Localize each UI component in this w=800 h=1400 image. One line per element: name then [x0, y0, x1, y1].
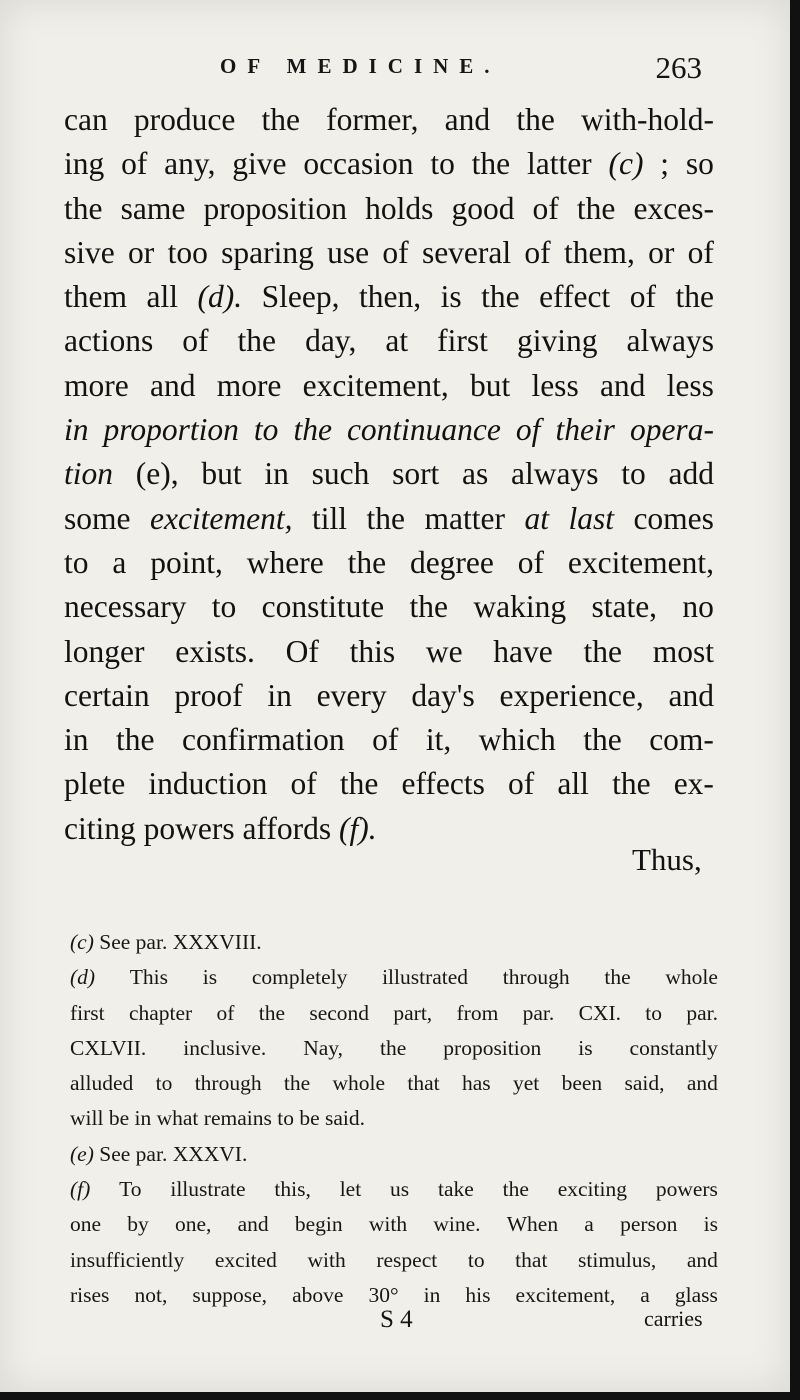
footnote-line: [70, 1066, 718, 1101]
word: matter: [424, 500, 505, 536]
word: in: [264, 456, 289, 492]
word: till: [312, 500, 348, 536]
word: of: [532, 190, 559, 226]
word: add: [668, 456, 714, 492]
word: and: [668, 677, 714, 713]
word: above: [292, 1282, 344, 1307]
word: of: [121, 146, 148, 182]
word: said.: [325, 1106, 366, 1131]
word: ing: [64, 146, 105, 182]
word: too: [167, 234, 208, 270]
word: any,: [164, 146, 216, 182]
word: Nay,: [303, 1035, 344, 1060]
word: (d).: [197, 279, 243, 315]
word: to: [277, 1106, 294, 1131]
word: so: [685, 146, 714, 182]
word: point,: [150, 544, 223, 580]
word: them: [64, 279, 127, 315]
word: last: [568, 500, 614, 536]
word: sort: [392, 456, 440, 492]
word: inclusive.: [183, 1035, 267, 1060]
word: a: [112, 544, 127, 580]
text-line: [64, 630, 714, 674]
word: XXXVI.: [172, 1141, 248, 1166]
word: the: [576, 190, 616, 226]
word: (f).: [339, 810, 377, 846]
word: every: [316, 677, 387, 713]
word: (c): [608, 146, 644, 182]
word: said,: [624, 1071, 665, 1096]
word: through: [502, 965, 570, 990]
word: at: [524, 500, 549, 536]
word: his: [465, 1282, 491, 1307]
word: holds: [365, 190, 434, 226]
word: rises: [70, 1282, 110, 1307]
page-edge-shadow: [0, 1392, 800, 1400]
page-number: 263: [655, 50, 702, 85]
word: day's: [411, 677, 475, 713]
text-line: [64, 364, 714, 408]
word: more: [216, 367, 282, 403]
word: com-: [649, 722, 714, 758]
text-line: [64, 541, 714, 585]
word: affords: [242, 810, 332, 846]
word: has: [461, 1071, 491, 1096]
word: to: [211, 589, 237, 625]
word: and: [444, 102, 491, 137]
word: the: [481, 279, 520, 315]
word: use: [327, 234, 370, 270]
word: To: [119, 1177, 142, 1202]
word: excitement,: [515, 1282, 616, 1307]
word: be: [108, 1106, 130, 1131]
word: have: [493, 633, 553, 669]
word: excitement,: [149, 500, 293, 536]
word: to: [430, 146, 455, 182]
word: (e): [70, 1141, 94, 1166]
word: stimulus,: [578, 1247, 657, 1272]
word: whole: [332, 1071, 386, 1096]
footnote-line: [70, 1243, 718, 1278]
word: of: [687, 234, 714, 270]
text-line: [64, 762, 714, 806]
word: this,: [274, 1177, 311, 1202]
word: sive: [64, 234, 115, 270]
word: this: [349, 633, 396, 669]
word: proof: [174, 677, 243, 713]
word: Sleep,: [261, 279, 340, 315]
word: the: [612, 766, 651, 802]
catchword-main: Thus,: [632, 842, 702, 877]
word: effects: [401, 766, 485, 802]
word: part,: [393, 1000, 433, 1025]
word: longer: [64, 633, 145, 669]
word: to: [467, 1247, 485, 1272]
word: with-hold-: [580, 102, 714, 137]
word: of: [372, 722, 399, 758]
word: powers: [143, 810, 235, 846]
catchword-foot: carries: [644, 1306, 703, 1331]
word: some: [64, 500, 131, 536]
word: certain: [64, 677, 150, 713]
main-text: [64, 98, 714, 851]
word: giving: [516, 323, 598, 359]
text-line: [64, 98, 714, 142]
word: will: [70, 1106, 104, 1131]
word: plete: [64, 766, 126, 802]
word: CXLVII.: [70, 1035, 147, 1060]
text-line: [64, 142, 714, 186]
word: former,: [326, 102, 419, 137]
word: Of: [285, 633, 319, 669]
word: wine.: [433, 1212, 481, 1237]
word: to: [64, 544, 89, 580]
footnote-line: [70, 960, 718, 995]
word: continuance: [346, 412, 501, 448]
word: completely: [251, 965, 348, 990]
word: exciting: [557, 1177, 627, 1202]
footnote-line: [70, 1101, 718, 1136]
word: most: [652, 633, 714, 669]
page-edge-shadow: [790, 0, 800, 1400]
word: always: [626, 323, 714, 359]
signature-mark: S 4: [380, 1306, 413, 1333]
word: the: [471, 146, 511, 182]
word: (f): [70, 1177, 91, 1202]
word: alluded: [70, 1071, 134, 1096]
word: of: [182, 323, 209, 359]
word: to: [155, 1071, 173, 1096]
word: excitement,: [302, 367, 449, 403]
word: tion: [64, 456, 114, 492]
text-line: [64, 452, 714, 496]
word: several: [421, 234, 512, 270]
word: XXXVIII.: [172, 930, 262, 954]
word: powers: [655, 1177, 718, 1202]
text-line: [64, 674, 714, 718]
word: CXI.: [578, 1000, 621, 1025]
word: confirmation: [181, 722, 345, 758]
word: of: [524, 234, 551, 270]
word: and: [237, 1212, 269, 1237]
word: and: [599, 367, 646, 403]
word: first: [70, 1000, 105, 1025]
word: which: [478, 722, 556, 758]
word: is: [578, 1035, 593, 1060]
word: through: [194, 1071, 262, 1096]
word: remains: [203, 1106, 272, 1131]
word: then,: [358, 279, 422, 315]
word: be: [299, 1106, 320, 1131]
word: the: [409, 589, 448, 625]
word: give: [232, 146, 287, 182]
word: proposition: [443, 1035, 542, 1060]
word: and: [686, 1071, 718, 1096]
word: can: [64, 102, 108, 137]
word: but: [201, 456, 242, 492]
word: occasion: [303, 146, 414, 182]
word: illustrated: [382, 965, 469, 990]
word: experience,: [499, 677, 644, 713]
word: us: [390, 1177, 410, 1202]
word: good: [451, 190, 515, 226]
word: of: [629, 279, 656, 315]
text-line: [64, 807, 714, 851]
text-line: [64, 718, 714, 762]
word: day,: [305, 323, 357, 359]
word: in: [64, 412, 89, 448]
word: the: [293, 412, 332, 448]
word: the: [64, 190, 103, 226]
word: same: [120, 190, 186, 226]
word: chapter: [128, 1000, 193, 1025]
text-line: [64, 275, 714, 319]
word: always: [511, 456, 599, 492]
word: that: [407, 1071, 440, 1096]
word: more: [64, 367, 129, 403]
word: in: [267, 677, 292, 713]
word: the: [366, 500, 405, 536]
word: the: [583, 633, 622, 669]
word: (c): [70, 930, 94, 954]
word: induction: [148, 766, 268, 802]
word: the: [258, 1000, 286, 1025]
word: but: [469, 367, 511, 403]
word: proportion: [103, 412, 239, 448]
word: as: [462, 456, 489, 492]
footnote-line: [70, 1031, 718, 1066]
word: the: [283, 1071, 311, 1096]
word: is: [440, 279, 462, 315]
word: proposition: [203, 190, 347, 226]
word: par.: [135, 930, 168, 954]
word: See: [99, 930, 131, 954]
word: been: [561, 1071, 603, 1096]
word: When: [506, 1212, 559, 1237]
word: and: [149, 367, 196, 403]
word: of: [508, 766, 535, 802]
word: a: [640, 1282, 650, 1307]
footnote-line: [70, 925, 718, 960]
word: the: [347, 544, 387, 580]
word: and: [686, 1247, 718, 1272]
word: one,: [174, 1212, 212, 1237]
word: 30°: [368, 1282, 399, 1307]
word: par.: [686, 1000, 718, 1025]
word: them,: [563, 234, 635, 270]
text-line: [64, 231, 714, 275]
word: necessary: [64, 589, 187, 625]
word: effect: [539, 279, 611, 315]
word: what: [156, 1106, 199, 1131]
word: with: [307, 1247, 346, 1272]
word: to: [645, 1000, 663, 1025]
word: exists.: [175, 633, 255, 669]
word: their: [555, 412, 615, 448]
word: the: [380, 1035, 407, 1060]
word: is: [202, 965, 218, 990]
text-line: [64, 408, 714, 452]
text-line: [64, 187, 714, 231]
word: waking: [473, 589, 567, 625]
word: state,: [591, 589, 658, 625]
word: is: [703, 1212, 718, 1237]
word: excitement,: [567, 544, 714, 580]
footnotes: [70, 925, 718, 1313]
word: (d): [70, 965, 96, 990]
word: constitute: [261, 589, 385, 625]
word: or: [128, 234, 155, 270]
word: the: [583, 722, 622, 758]
footnote-line: [70, 996, 718, 1031]
word: to: [621, 456, 646, 492]
word: of: [515, 412, 541, 448]
word: latter: [526, 146, 592, 182]
word: the: [339, 766, 379, 802]
word: sparing: [221, 234, 314, 270]
word: See: [99, 1141, 131, 1166]
footnote-line: [70, 1137, 718, 1172]
word: where: [246, 544, 324, 580]
word: of: [290, 766, 317, 802]
word: we: [425, 633, 463, 669]
word: (e),: [135, 456, 179, 492]
word: the: [502, 1177, 529, 1202]
word: the: [516, 102, 555, 137]
word: in: [423, 1282, 441, 1307]
word: to: [253, 412, 279, 448]
word: illustrate: [170, 1177, 246, 1202]
word: begin: [294, 1212, 343, 1237]
word: the: [604, 965, 631, 990]
word: constantly: [629, 1035, 718, 1060]
text-line: [64, 497, 714, 541]
running-head: [0, 48, 790, 88]
word: at: [385, 323, 409, 359]
word: second: [309, 1000, 370, 1025]
word: degree: [409, 544, 494, 580]
word: glass: [674, 1282, 718, 1307]
word: less: [531, 367, 579, 403]
word: take: [437, 1177, 474, 1202]
word: or: [648, 234, 675, 270]
word: exces-: [633, 190, 714, 226]
footnote-line: [70, 1207, 718, 1242]
word: the: [675, 279, 714, 315]
word: let: [339, 1177, 362, 1202]
word: ex-: [673, 766, 714, 802]
word: the: [261, 102, 300, 137]
running-title: OF MEDICINE.: [220, 54, 501, 78]
word: yet: [512, 1071, 540, 1096]
word: one: [70, 1212, 102, 1237]
word: par.: [522, 1000, 555, 1025]
word: of: [382, 234, 409, 270]
word: less: [666, 367, 714, 403]
word: by: [127, 1212, 149, 1237]
word: first: [437, 323, 488, 359]
word: a: [584, 1212, 594, 1237]
word: of: [216, 1000, 235, 1025]
word: not,: [134, 1282, 168, 1307]
word: all: [557, 766, 589, 802]
word: comes: [633, 500, 714, 536]
word: actions: [64, 323, 154, 359]
word: respect: [376, 1247, 438, 1272]
footnote-line: [70, 1172, 718, 1207]
word: no: [682, 589, 714, 625]
text-line: [64, 319, 714, 363]
word: from: [456, 1000, 499, 1025]
word: opera-: [629, 412, 714, 448]
word: in: [64, 722, 89, 758]
word: citing: [64, 810, 136, 846]
word: par.: [135, 1141, 168, 1166]
word: This: [129, 965, 169, 990]
word: ;: [660, 146, 670, 182]
word: the: [116, 722, 155, 758]
word: excited: [214, 1247, 277, 1272]
word: such: [311, 456, 370, 492]
word: of: [517, 544, 545, 580]
word: with: [368, 1212, 408, 1237]
word: suppose,: [192, 1282, 268, 1307]
word: it,: [425, 722, 452, 758]
word: that: [515, 1247, 548, 1272]
word: person: [620, 1212, 678, 1237]
word: the: [237, 323, 277, 359]
text-line: [64, 585, 714, 629]
word: in: [134, 1106, 152, 1131]
word: whole: [665, 965, 718, 990]
word: produce: [133, 102, 236, 137]
word: all: [146, 279, 178, 315]
word: insufficiently: [70, 1247, 185, 1272]
